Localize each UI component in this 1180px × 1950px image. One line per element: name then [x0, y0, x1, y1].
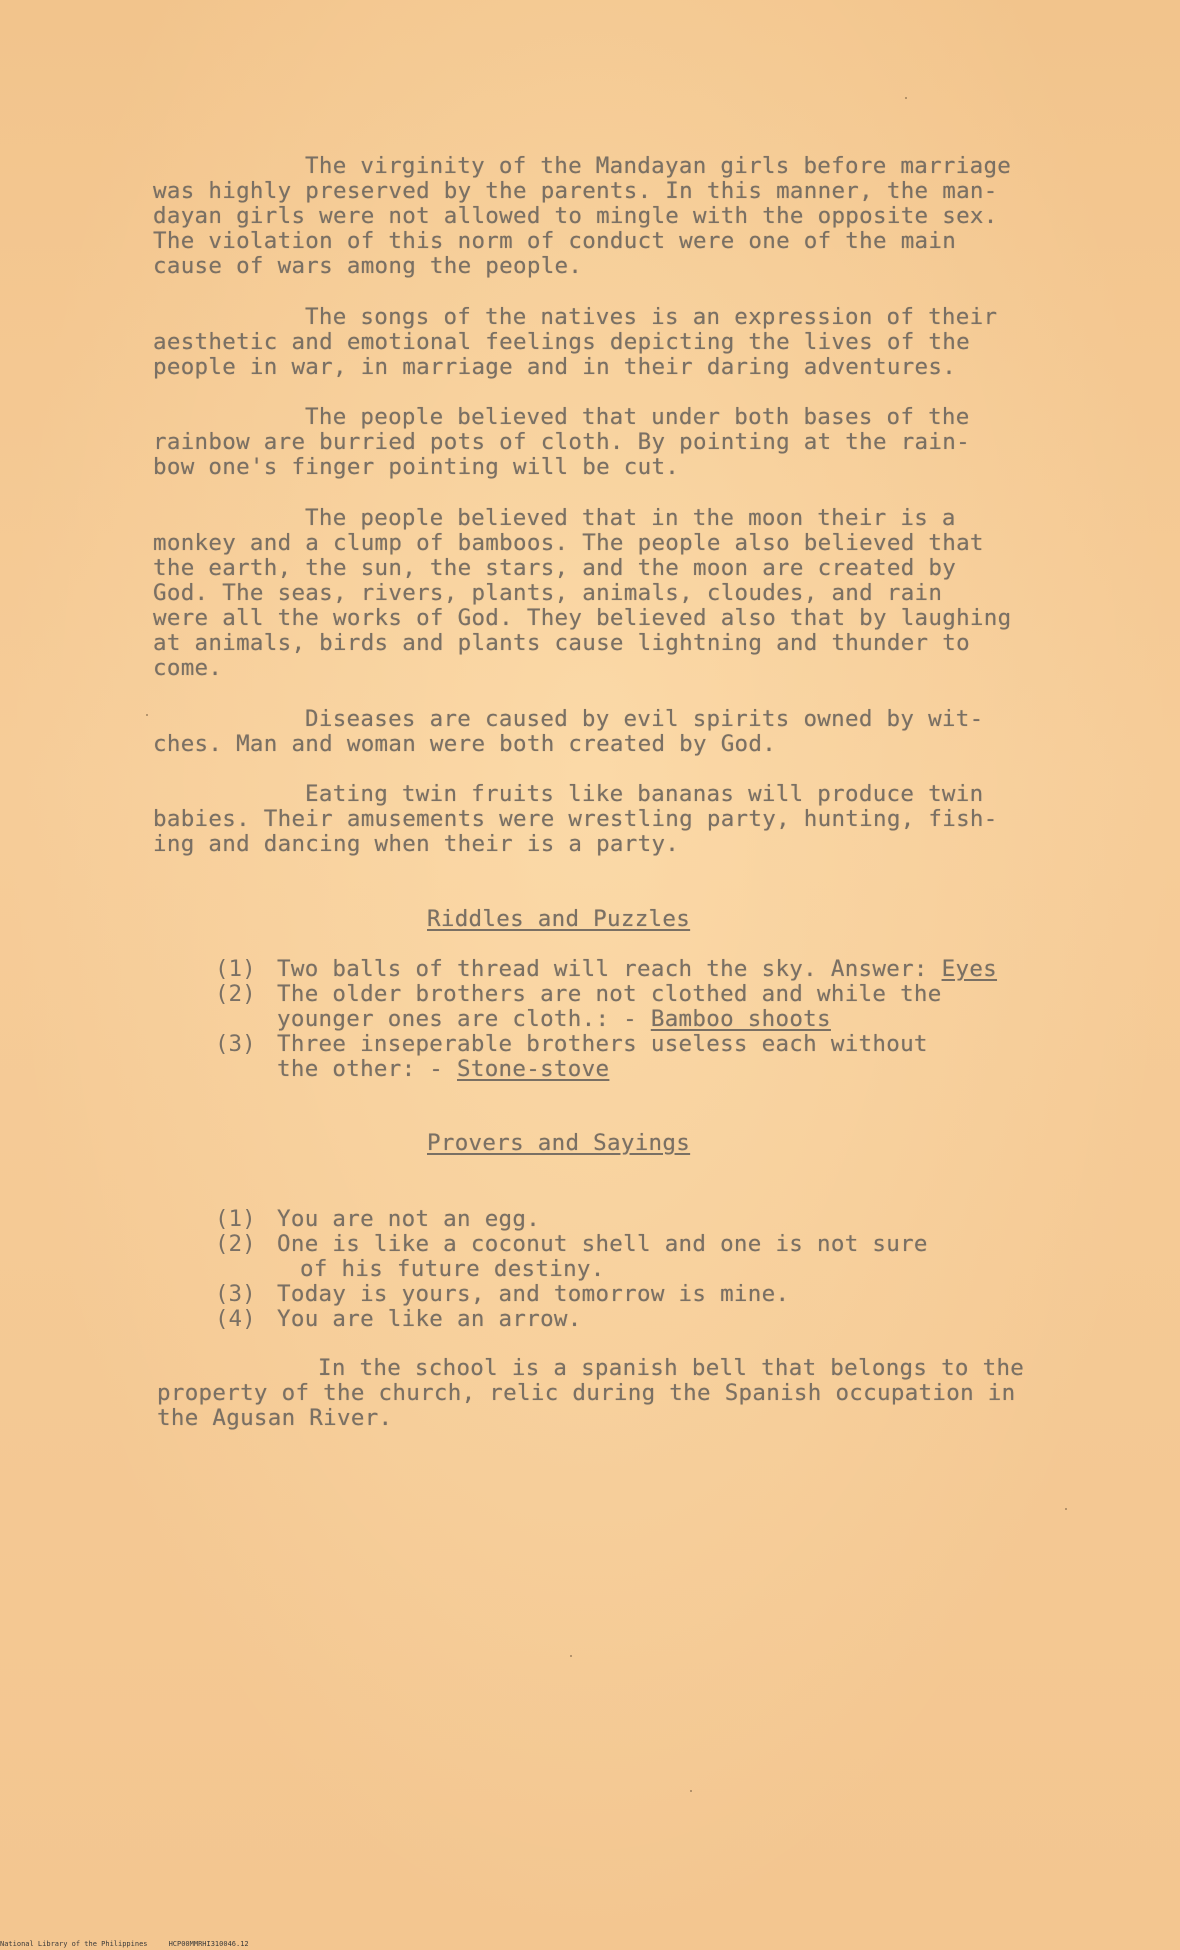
riddle-2-answer: Bamboo shoots: [650, 1006, 831, 1032]
riddle-3-answer: Stone-stove: [457, 1056, 610, 1082]
riddles-heading: Riddles and Puzzles: [427, 906, 691, 932]
para4-line3: the earth, the sun, the stars, and the moon are created by: [153, 555, 957, 581]
riddle-2-text: The older brothers are not clothed and while the: [277, 981, 942, 1007]
para6-line3: ing and dancing when their is a party.: [153, 831, 680, 857]
para6-line1: Eating twin fruits like bananas will produce twin: [305, 781, 984, 807]
proverb-1-number: (1): [215, 1206, 256, 1232]
paper-speck: [146, 714, 148, 716]
paper-speck: [690, 1790, 692, 1792]
proverbs-heading: Provers and Sayings: [427, 1130, 691, 1156]
para2-line2: aesthetic and emotional feelings depicting the lives of the: [153, 329, 970, 355]
para4-line2: monkey and a clump of bamboos. The people also believed that: [153, 530, 984, 556]
para5-line1: Diseases are caused by evil spirits owned by wit-: [305, 706, 984, 732]
para1-line3: dayan girls were not allowed to mingle with the opposite sex.: [153, 203, 998, 229]
para2-line1: The songs of the natives is an expression of their: [305, 304, 998, 330]
para1-line5: cause of wars among the people.: [153, 253, 583, 279]
para4-line5: were all the works of God. They believed also that by laughing: [153, 605, 1012, 631]
para3-line3: bow one's finger pointing will be cut.: [153, 454, 680, 480]
riddle-2-continuation: younger ones are cloth.: - Bamboo shoots: [277, 1006, 831, 1032]
para3-line1: The people believed that under both bases of the: [305, 404, 970, 430]
riddle-1-text: Two balls of thread will reach the sky. Answer: Eyes: [277, 956, 998, 982]
para1-line4: The violation of this norm of conduct were one of the main: [153, 228, 957, 254]
proverb-3-text: Today is yours, and tomorrow is mine.: [277, 1281, 790, 1307]
para2-line3: people in war, in marriage and in their daring adventures.: [153, 354, 957, 380]
closing-line3: the Agusan River.: [157, 1405, 393, 1431]
paper-speck: [905, 97, 907, 99]
closing-line1: In the school is a spanish bell that belongs to the: [318, 1355, 1025, 1381]
riddle-3-continuation: the other: - Stone-stove: [277, 1056, 610, 1082]
riddle-1-answer: Eyes: [941, 956, 998, 982]
para5-line2: ches. Man and woman were both created by God.: [153, 731, 777, 757]
para1-line2: was highly preserved by the parents. In this manner, the man-: [153, 178, 998, 204]
para4-line1: The people believed that in the moon their is a: [305, 505, 956, 531]
paper-speck: [1065, 1508, 1067, 1510]
closing-line2: property of the church, relic during the Spanish occupation in: [157, 1380, 1016, 1406]
para6-line2: babies. Their amusements were wrestling party, hunting, fish-: [153, 806, 998, 832]
riddle-3-number: (3): [215, 1031, 256, 1057]
proverb-1-text: You are not an egg.: [277, 1206, 541, 1232]
para4-line6: at animals, birds and plants cause lightning and thunder to: [153, 630, 970, 656]
proverb-4-number: (4): [215, 1306, 256, 1332]
para4-line4: God. The seas, rivers, plants, animals, cloudes, and rain: [153, 580, 943, 606]
proverb-2-number: (2): [215, 1231, 256, 1257]
para4-line7: come.: [153, 655, 223, 681]
scan-footer: National Library of the Philippines HCP00MMRHI310046.12: [0, 1940, 249, 1948]
riddle-1-number: (1): [215, 956, 256, 982]
riddle-3-text: Three inseperable brothers useless each without: [277, 1031, 928, 1057]
proverb-3-number: (3): [215, 1281, 256, 1307]
para3-line2: rainbow are burried pots of cloth. By pointing at the rain-: [153, 429, 970, 455]
proverb-4-text: You are like an arrow.: [277, 1306, 582, 1332]
paper-speck: [570, 1655, 572, 1657]
proverb-2-text: One is like a coconut shell and one is not sure: [277, 1231, 928, 1257]
proverb-2-continuation: of his future destiny.: [300, 1256, 605, 1282]
para1-line1: The virginity of the Mandayan girls before marriage: [305, 153, 1012, 179]
riddle-2-number: (2): [215, 981, 256, 1007]
